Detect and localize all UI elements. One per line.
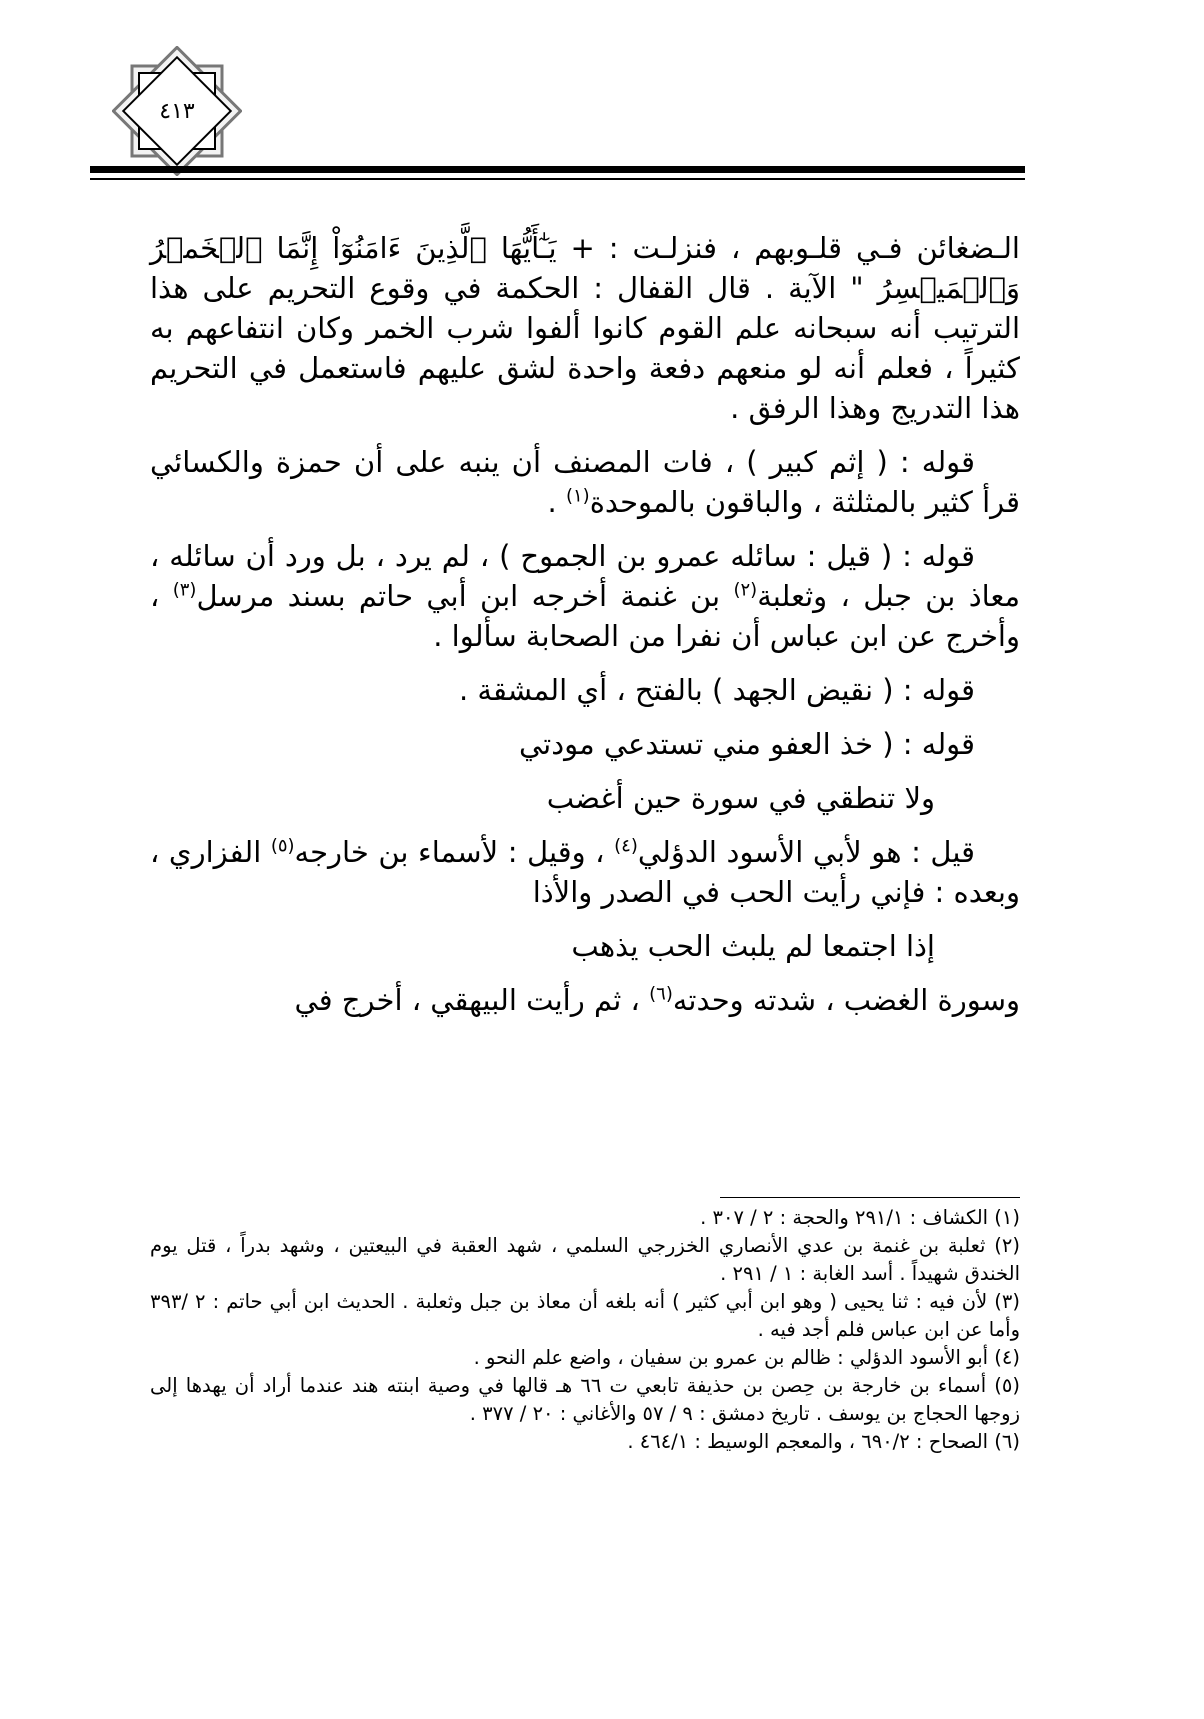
body-paragraph: الـضغائن فـي قلـوبهم ، فنزلـت : + يَـٰٓأَيُّهَا ٱلَّذِينَ ءَامَنُوٓاْ إِنَّمَا ٱلۡخَمۡرُ وَٱلۡمَيۡسِرُ " الآية . قال القفال : الحكمة في وقوع التحريم على هذا الترتيب أنه سبحانه علم القوم كانوا ألفوا شرب الخمر وكان انتفاعهم به كثيراً ، فعلم أنه لو منعهم دفعة واحدة لشق عليهم فاستعمل في التحريم هذا التدريج وهذا الرفق . <box>150 231 1020 425</box>
footnote: (٣) لأن فيه : ثنا يحيى ( وهو ابن أبي كثير ) أنه بلغه أن معاذ بن جبل وثعلبة . الحديث ابن أبي حاتم : ٢ /٣٩٣ وأما عن ابن عباس فلم أجد فيه . <box>150 1290 1020 1341</box>
footnote: (٤) أبو الأسود الدؤلي : ظالم بن عمرو بن سفيان ، واضع علم النحو . <box>473 1346 1020 1369</box>
text-run: . <box>547 485 566 519</box>
footnote: (٥) أسماء بن خارجة بن حِصن بن حذيفة تابعي ت ٦٦ هـ قالها في وصية ابنته هند عندما أراد أن يهدها إلى زوجها الحجاج بن يوسف . تاريخ دمشق : ٩ / ٥٧ والأغاني : ٢٠ / ٣٧٧ . <box>150 1374 1020 1425</box>
body-paragraph: قوله : ( خذ العفو مني تستدعي مودتي <box>518 727 975 761</box>
footnote-ref: (٦) <box>649 983 673 1005</box>
text-run: ، ثم رأيت البيهقي ، أخرج في <box>294 983 650 1017</box>
text-run: وسورة الغضب ، شدته وحدته <box>672 983 1020 1017</box>
text-run: قيل : هو لأبي الأسود الدؤلي <box>637 835 975 869</box>
text-run: قوله : ( إثم كبير ) ، فات المصنف أن ينبه على أن حمزة والكسائي قرأ كثير بالمثلثة ، والباقون بالموحدة <box>150 445 1020 519</box>
body-paragraph <box>150 442 1020 522</box>
verse-line: ولا تنطقي في سورة حين أغضب <box>546 781 935 815</box>
text-run: ، وقيل : لأسماء بن خارجه <box>294 835 615 869</box>
footnote-ref: (٢) <box>733 579 758 601</box>
text-run: بن غنمة أخرجه ابن أبي حاتم بسند مرسل <box>196 579 734 613</box>
page-number: ٤١٣ <box>159 98 195 124</box>
footnote-ref: (٤) <box>614 835 638 857</box>
body-paragraph <box>150 980 1020 1020</box>
body-paragraph <box>150 536 1020 656</box>
footnote-ref: (٥) <box>270 835 295 857</box>
text-run: ، وأخرج عن ابن عباس أن نفرا من الصحابة سألوا . <box>150 579 1020 653</box>
body-paragraph: قوله : ( نقيض الجهد ) بالفتح ، أي المشقة . <box>459 673 975 707</box>
footnote-ref: (٣) <box>172 579 197 601</box>
verse-line: إذا اجتمعا لم يلبث الحب يذهب <box>571 929 935 963</box>
footnote: (٦) الصحاح : ٦٩٠/٢ ، والمعجم الوسيط : ٤٦٤/١ . <box>627 1430 1020 1453</box>
header-rule-thin <box>90 178 1025 180</box>
footnote-ref: (١) <box>565 485 590 507</box>
footnote-separator <box>720 1197 1020 1198</box>
main-text <box>150 228 1020 1034</box>
header-rule-thick <box>90 166 1025 173</box>
footnotes <box>150 1204 1020 1456</box>
footnote: (١) الكشاف : ٢٩١/١ والحجة : ٢ / ٣٠٧ . <box>700 1206 1020 1229</box>
text-run: الفزاري ، وبعده : فإني رأيت الحب في الصدر والأذا <box>150 835 1020 909</box>
body-paragraph <box>150 832 1020 912</box>
text-run: قوله : ( قيل : سائله عمرو بن الجموح ) ، لم يرد ، بل ورد أن سائله ، معاذ بن جبل ، وثعلبة <box>150 539 1021 613</box>
footnote: (٢) ثعلبة بن غنمة بن عدي الأنصاري الخزرجي السلمي ، شهد العقبة في البيعتين ، وشهد بدراً ، قتل يوم الخندق شهيداً . أسد الغابة : ١ / ٢٩١ . <box>150 1234 1020 1285</box>
page-number-badge <box>112 46 242 176</box>
